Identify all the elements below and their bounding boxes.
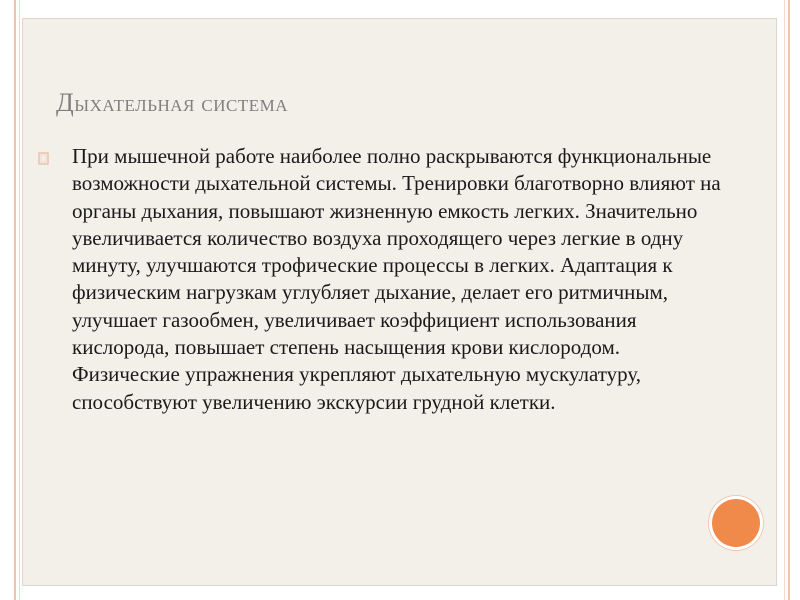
left-border-line-inner	[19, 0, 20, 600]
orange-circle-decoration-icon	[712, 499, 760, 547]
slide-title	[56, 88, 288, 118]
slide-title-rest: ыхательная система	[74, 91, 288, 117]
slide-title-initial: Д	[56, 88, 75, 117]
right-border-line-inner	[784, 0, 785, 600]
right-border-line	[788, 0, 790, 600]
left-border-line	[14, 0, 16, 600]
hollow-square-bullet-icon	[38, 152, 50, 166]
slide-body-text: При мышечной работе наиболее полно раскрываются функциональные возможности дыхательной системы. Тренировки благотворно влияют на органы дыхания, повышают жизненную емкость легких. Значительно увеличивается количество воздуха проходящего через легкие в одну минуту, улучшаются трофические процессы в легких. Адаптация к физическим нагрузкам углубляет дыхание, делает его ритмичным, улучшает газообмен, увеличивает коэффициент использования кислорода, повышает степень насыщения крови кислородом. Физические упражнения укрепляют дыхательную мускулатуру, способствуют увеличению экскурсии грудной клетки.	[72, 144, 721, 414]
